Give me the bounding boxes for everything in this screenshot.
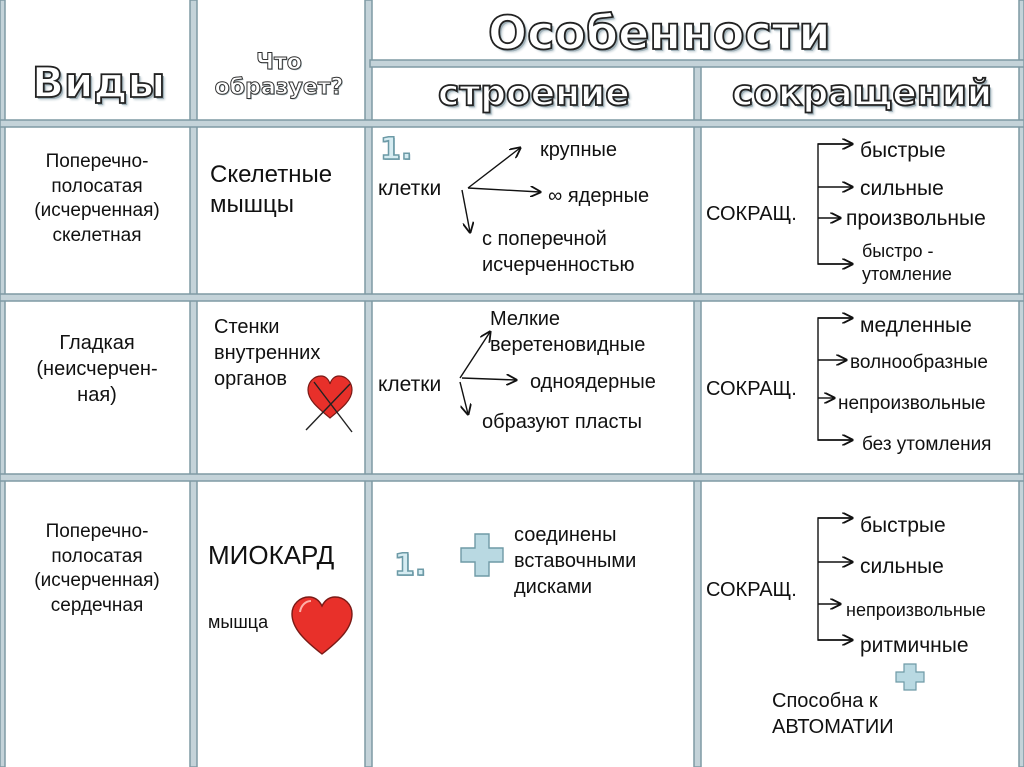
- row1-marker: 1.: [380, 132, 413, 167]
- arrow-icon: [462, 190, 470, 232]
- arrow-icon: [460, 332, 490, 378]
- header-features: Особенности: [488, 6, 831, 60]
- row1-contr-item-2: сильные: [860, 177, 944, 200]
- row2-struct-item-2: одноядерные: [530, 371, 656, 393]
- row3-contr-item-1: быстрые: [860, 514, 946, 537]
- arrow-icon: [460, 382, 468, 414]
- row1-struct-item-1: крупные: [540, 139, 618, 161]
- header-structure: строение: [438, 73, 630, 114]
- row1-contr-item-4: быстро - утомление: [862, 241, 952, 284]
- row3-type: Поперечно- полосатая (исчерченная) сердечная: [34, 521, 160, 617]
- row3-marker: 1.: [394, 548, 427, 583]
- arrow-icon: [462, 378, 516, 380]
- row2-contr-item-4: без утомления: [862, 434, 992, 455]
- heart-icon: [292, 597, 352, 654]
- row1-contraction-label: СОКРАЩ.: [706, 203, 797, 225]
- row3-contraction-label: СОКРАЩ.: [706, 579, 797, 601]
- row1-contr-item-1: быстрые: [860, 139, 946, 162]
- arrow-icon: [468, 188, 540, 192]
- contraction-bracket: [818, 318, 852, 440]
- header-types: Виды: [32, 58, 166, 107]
- plus-icon: [896, 664, 924, 690]
- row1-forms: Скелетные мышцы: [210, 161, 333, 218]
- row3-forms: МИОКАРД: [208, 540, 335, 570]
- header-forms: Что образует?: [214, 50, 344, 101]
- row3-contr-item-2: сильные: [860, 555, 944, 578]
- row3-automatism: Способна к АВТОМАТИИ: [772, 690, 894, 738]
- row1-struct-item-3: с поперечной исчерченностью: [482, 228, 635, 276]
- row2-struct-item-1: Мелкие веретеновидные: [490, 308, 646, 356]
- row1-cells: клетки: [378, 177, 442, 200]
- row3-contr-item-3: непроизвольные: [846, 600, 986, 620]
- contraction-bracket: [818, 144, 852, 264]
- row3-structure-text: соединены вставочными дисками: [514, 524, 637, 598]
- row2-contr-item-1: медленные: [860, 314, 972, 337]
- row2-contr-item-2: волнообразные: [850, 352, 988, 373]
- row3-contr-item-4: ритмичные: [860, 634, 969, 657]
- row3-forms-sub: мышца: [208, 612, 269, 632]
- row2-contr-item-3: непроизвольные: [838, 393, 986, 414]
- row2-type: Гладкая (неисчерчен- ная): [36, 332, 158, 406]
- plus-icon: [461, 534, 503, 576]
- row2-struct-item-3: образуют пласты: [482, 411, 642, 433]
- row2-forms: Стенки внутренних органов: [214, 316, 321, 390]
- crossed-heart-icon: [306, 376, 352, 432]
- row1-type: Поперечно- полосатая (исчерченная) скелетная: [34, 151, 160, 247]
- row2-contraction-label: СОКРАЩ.: [706, 378, 797, 400]
- header-contractions: сокращений: [732, 73, 993, 114]
- arrow-icon: [468, 148, 520, 188]
- row1-struct-item-2: ∞ ядерные: [548, 185, 650, 207]
- row2-cells: клетки: [378, 373, 442, 396]
- contraction-bracket: [818, 518, 852, 640]
- row1-contr-item-3: произвольные: [846, 207, 986, 230]
